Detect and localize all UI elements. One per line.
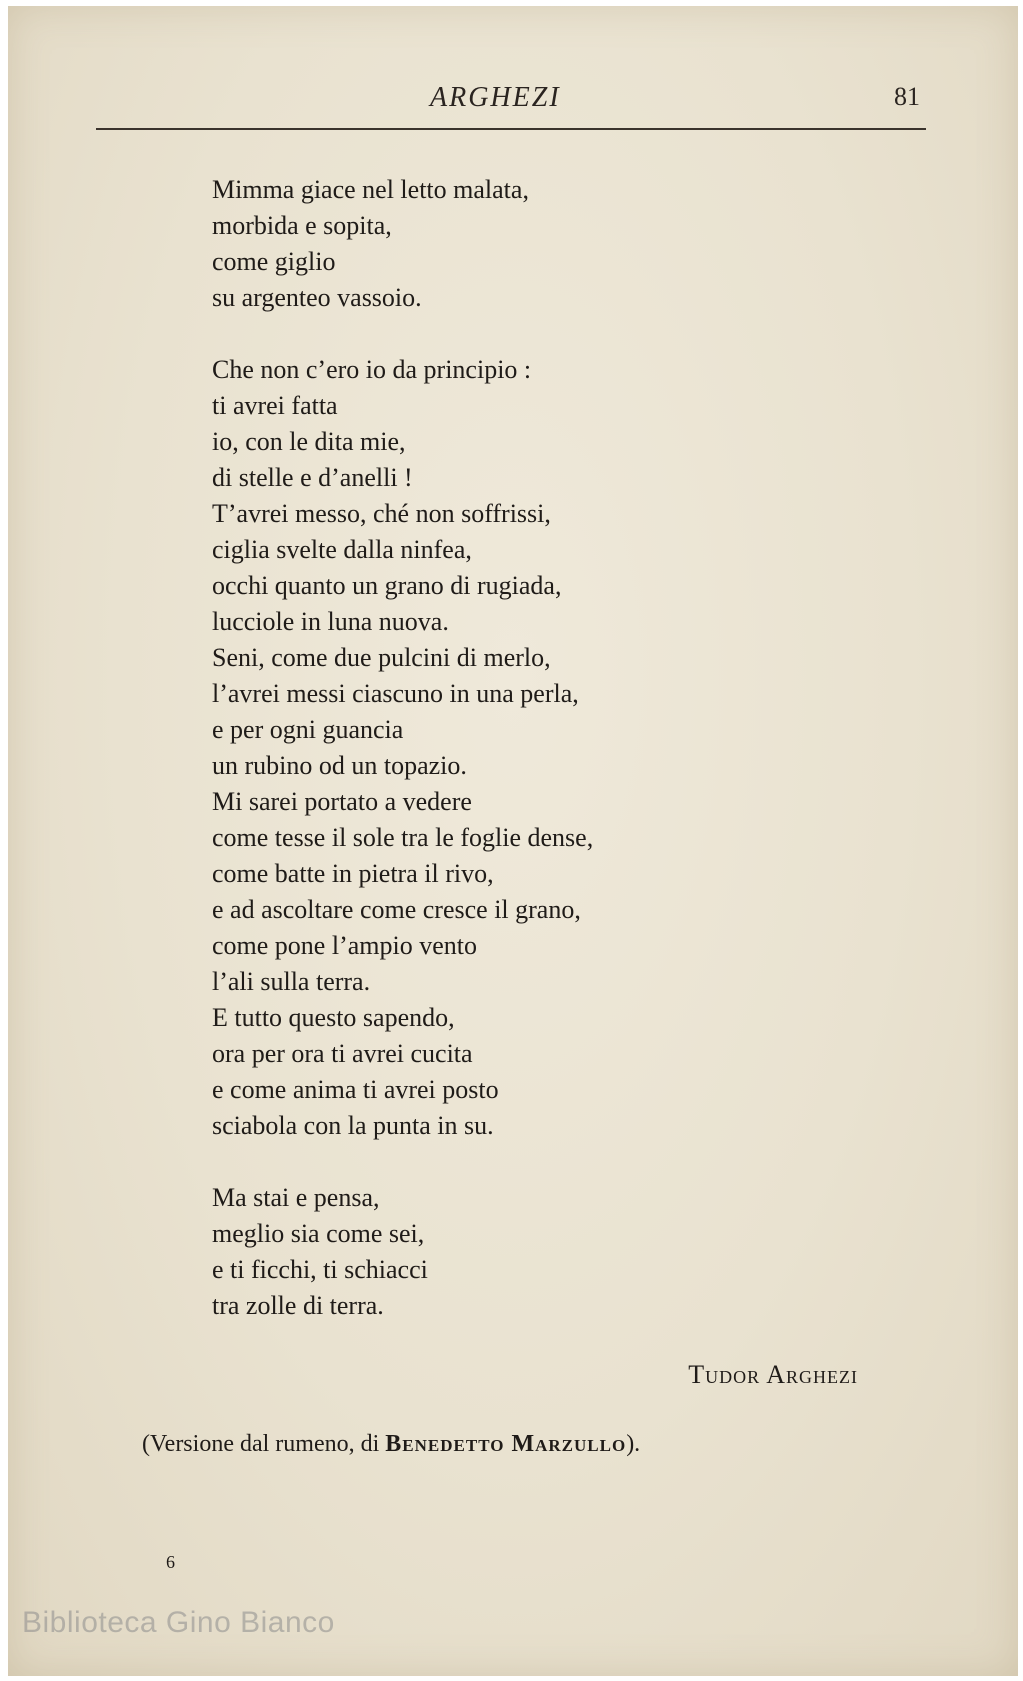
poem-line: ora per ora ti avrei cucita	[212, 1039, 473, 1068]
stanza	[212, 172, 912, 316]
poem-line: occhi quanto un grano di rugiada,	[212, 571, 562, 600]
page-number: 81	[894, 82, 920, 111]
poem-line: l’avrei messi ciascuno in una perla,	[212, 679, 579, 708]
translation-prefix: (Versione dal rumeno, di	[142, 1431, 386, 1457]
translator-name: Benedetto Marzullo	[385, 1431, 627, 1457]
translation-note	[142, 1431, 640, 1458]
header-rule	[96, 128, 926, 130]
stanza	[212, 1180, 912, 1324]
stanza	[212, 352, 912, 1144]
poem-line: Mi sarei portato a vedere	[212, 787, 472, 816]
poem-line: un rubino od un topazio.	[212, 751, 467, 780]
poem-line: sciabola con la punta in su.	[212, 1111, 494, 1140]
library-watermark: Biblioteca Gino Bianco	[22, 1606, 335, 1639]
poem-line: meglio sia come sei,	[212, 1219, 425, 1248]
translation-suffix: ).	[626, 1431, 641, 1457]
poem-line: come batte in pietra il rivo,	[212, 859, 494, 888]
poem-line: Che non c’ero io da principio :	[212, 355, 532, 384]
poem-line: come tesse il sole tra le foglie dense,	[212, 823, 594, 852]
poem-line: e per ogni guancia	[212, 715, 404, 744]
running-title: ARGHEZI	[430, 82, 561, 113]
poem-line: Seni, come due pulcini di merlo,	[212, 643, 551, 672]
poem-body	[212, 172, 912, 1360]
poem-line: e ad ascoltare come cresce il grano,	[212, 895, 581, 924]
poem-line: T’avrei messo, ché non soffrissi,	[212, 499, 551, 528]
poem-line: E tutto questo sapendo,	[212, 1003, 455, 1032]
poem-line: di stelle e d’anelli !	[212, 463, 413, 492]
poem-line: come pone l’ampio vento	[212, 931, 477, 960]
poem-line: come giglio	[212, 247, 336, 276]
book-page	[8, 6, 1018, 1676]
poem-line: Mimma giace nel letto malata,	[212, 175, 529, 204]
poem-line: l’ali sulla terra.	[212, 967, 371, 996]
poem-line: e ti ficchi, ti schiacci	[212, 1255, 428, 1284]
poem-line: ti avrei fatta	[212, 391, 338, 420]
poem-line: tra zolle di terra.	[212, 1291, 384, 1320]
author-signature: Tudor Arghezi	[688, 1360, 858, 1389]
poem-line: io, con le dita mie,	[212, 427, 406, 456]
poem-line: ciglia svelte dalla ninfea,	[212, 535, 472, 564]
poem-line: morbida e sopita,	[212, 211, 392, 240]
poem-line: lucciole in luna nuova.	[212, 607, 449, 636]
running-head	[8, 78, 1018, 118]
printer-signature-mark: 6	[166, 1552, 175, 1572]
poem-line: su argenteo vassoio.	[212, 283, 422, 312]
poem-line: e come anima ti avrei posto	[212, 1075, 499, 1104]
poem-line: Ma stai e pensa,	[212, 1183, 380, 1212]
